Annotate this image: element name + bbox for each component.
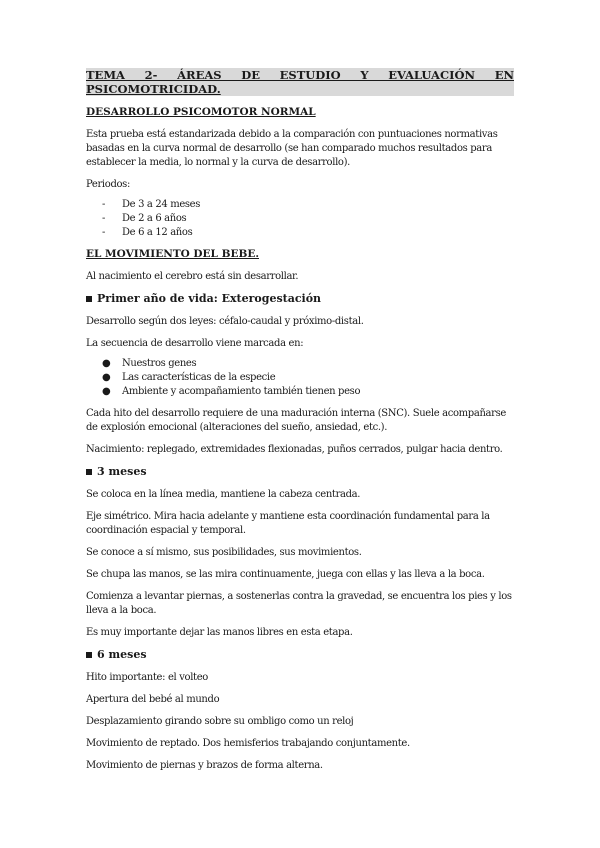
square-bullet-icon: [86, 469, 92, 475]
subheading-6-meses: 6 meses: [86, 648, 514, 662]
square-bullet-icon: [86, 652, 92, 658]
paragraph: Movimiento de reptado. Dos hemisferios trabajando conjuntamente.: [86, 738, 410, 749]
list-item: - De 6 a 12 años: [102, 227, 193, 238]
paragraph: Comienza a levantar piernas, a sostenerlas contra la gravedad, se encuentra los pies y los lleva a la boca.: [86, 591, 512, 616]
bullet-list: [102, 357, 514, 399]
page-title: TEMA 2- ÁREAS DE ESTUDIO Y EVALUACIÓN EN PSICOMOTRICIDAD.: [86, 68, 514, 96]
paragraph: Hito importante: el volteo: [86, 672, 208, 683]
paragraph: Eje simétrico. Mira hacia adelante y mantiene esta coordinación fundamental para la coordinación espacial y temporal.: [86, 511, 490, 536]
intro-paragraph: Esta prueba está estandarizada debido a la comparación con puntuaciones normativas basadas en la curva normal de desarrollo (se han comparado muchos resultados para establecer la media, lo normal y la curva de desarrollo).: [86, 129, 498, 168]
paragraph: Apertura del bebé al mundo: [86, 694, 220, 705]
paragraph: Movimiento de piernas y brazos de forma alterna.: [86, 760, 323, 771]
subheading-3-meses: 3 meses: [86, 465, 514, 479]
periods-list: [102, 198, 514, 240]
paragraph: Se coloca en la línea media, mantiene la cabeza centrada.: [86, 489, 361, 500]
paragraph: Se conoce a sí mismo, sus posibilidades, sus movimientos.: [86, 547, 362, 558]
paragraph: Desplazamiento girando sobre su ombligo como un reloj: [86, 716, 354, 727]
list-item: - De 3 a 24 meses: [102, 199, 201, 210]
section-heading-desarrollo: DESARROLLO PSICOMOTOR NORMAL: [86, 106, 316, 118]
paragraph: Cada hito del desarrollo requiere de una maduración interna (SNC). Suele acompañarse de explosión emocional (alteraciones del sueño, ansiedad, etc.).: [86, 408, 506, 433]
paragraph: Nacimiento: replegado, extremidades flexionadas, puños cerrados, pulgar hacia dentro.: [86, 444, 503, 455]
subheading-primer-ano: Primer año de vida: Exterogestación: [86, 292, 514, 306]
paragraph: Al nacimiento el cerebro está sin desarrollar.: [86, 271, 299, 282]
list-item: ● Nuestros genes: [102, 358, 197, 369]
section-heading-movimiento: EL MOVIMIENTO DEL BEBE.: [86, 248, 259, 260]
list-item: - De 2 a 6 años: [102, 213, 187, 224]
list-item: ● Ambiente y acompañamiento también tienen peso: [102, 386, 361, 397]
square-bullet-icon: [86, 296, 92, 302]
paragraph: Es muy importante dejar las manos libres en esta etapa.: [86, 627, 353, 638]
periods-label: Periodos:: [86, 179, 130, 190]
list-item: ● Las características de la especie: [102, 372, 276, 383]
paragraph: Desarrollo según dos leyes: céfalo-caudal y próximo-distal.: [86, 316, 364, 327]
paragraph: La secuencia de desarrollo viene marcada en:: [86, 338, 304, 349]
paragraph: Se chupa las manos, se las mira continuamente, juega con ellas y las lleva a la boca.: [86, 569, 485, 580]
